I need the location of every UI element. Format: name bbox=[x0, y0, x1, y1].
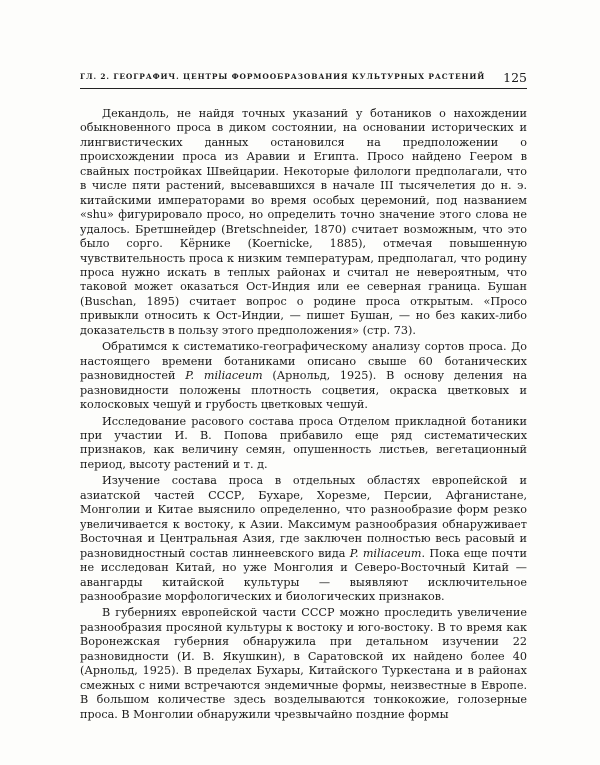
page-header bbox=[80, 70, 527, 89]
paragraph-4 bbox=[80, 474, 527, 604]
paragraph-text: Декандоль, не найдя точных указаний у ботаников о нахождении обыкновенного проса в диком состоянии, на основании исторических и лингвистических данных остановился на предположении о происхождении проса из Аравии и Египта. Просо найдено Геером в свайных постройках Швейцарии. Некоторые филологи предполагали, что в числе пяти растений, высевавшихся в начале III тысячелетия до н. э. китайскими императорами во время особых церемоний, под названием «shu» фигурировало просо, но определить точно значение этого слова не удалось. Бретшнейдер (Bretschneider, 1870) считает возможным, что это было сорго. Кёрнике (Koernicke, 1885), отмечая повышенную чувствительность проса к низким температурам, предполагал, что родину проса нужно искать в теплых районах и считал не невероятным, что таковой может оказаться Ост-Индия или ее северная граница. Бушан (Buschan, 1895) считает вопрос о родине проса открытым. «Просо привыкли относить к Ост-Индии, — пишет Бушан, — но без каких-либо доказательств в пользу этого предположения» (стр. 73). bbox=[80, 107, 527, 337]
paragraph-1 bbox=[80, 107, 527, 338]
paragraph-text-cont: . Пока еще почти не исследован Китай, но уже Монголия и Северо-Восточный Китай — авангарды китайской культуры — выявляют исключительное разнообразие морфологических и биологических признаков. bbox=[80, 546, 527, 603]
paragraph-2 bbox=[80, 340, 527, 412]
paragraph-3 bbox=[80, 415, 527, 473]
paragraph-text: Исследование расового состава проса Отделом прикладной ботаники при участии И. В. Попова прибавило еще ряд систематических признаков, как величину семян, опушенность листьев, вегетационный период, высоту растений и т. д. bbox=[80, 414, 527, 471]
body-text bbox=[80, 107, 527, 722]
page-number: 125 bbox=[503, 70, 527, 85]
paragraph-text: В губерниях европейской части СССР можно проследить увеличение разнообразия просяной культуры к востоку и юго-востоку. В то время как Воронежская губерния обнаружила при детальном изучении 22 разновидности (И. В. Якушкин), в Саратовской их найдено более 40 (Арнольд, 1925). В пределах Бухары, Китайского Туркестана и в районах смежных с ними встречаются эндемичные формы, неизвестные в Европе. В большом количестве здесь возделываются тонкокожие, голозерные проса. В Монголии обнаружили чрезвычайно поздние формы bbox=[80, 606, 527, 721]
latin-species-name: P. miliaceum bbox=[349, 546, 422, 560]
paragraph-text-cont: (Арнольд, 1925). В основу деления на разновидности положены плотность соцветия, окраска цветковых и колосковых чешуй и грубость цветковых чешуй. bbox=[80, 369, 527, 412]
running-title: ГЛ. 2. ГЕОГРАФИЧ. ЦЕНТРЫ ФОРМООБРАЗОВАНИЯ КУЛЬТУРНЫХ РАСТЕНИЙ bbox=[80, 72, 486, 81]
paragraph-text: Изучение состава проса в отдельных областях европейской и азиатской частей СССР, Бухаре, Хорезме, Персии, Афганистане, Монголии и Китае выяснило определенно, что разнообразие форм резко увеличивается к востоку, к Азии. Максимум разнообразия обнаруживает Восточная и Центральная Азия, где заключен полностью весь расовый и разновидностный состав линнеевского вида bbox=[80, 474, 527, 560]
paragraph-text: Обратимся к систематико-географическому анализу сортов проса. До настоящего времени ботаниками описано свыше 60 ботанических разновидностей bbox=[80, 340, 527, 383]
latin-species-name: P. miliaceum bbox=[185, 369, 263, 383]
paragraph-5 bbox=[80, 606, 527, 722]
